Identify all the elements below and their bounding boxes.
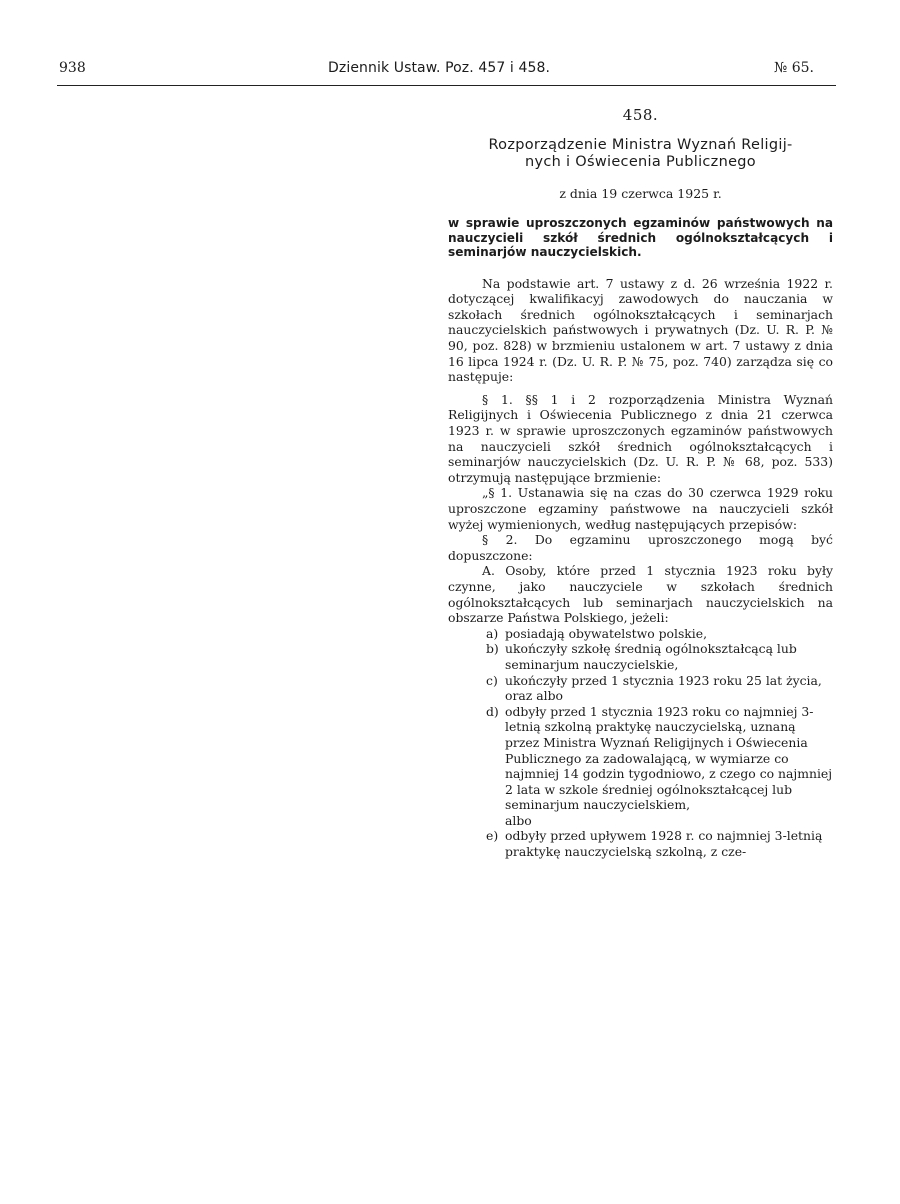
conditions-list (448, 626, 833, 860)
section-1-paragraph: § 1. §§ 1 i 2 rozporządzenia Ministra Wyznań Religijnych i Oświecenia Publicznego z dnia 21 czerwca 1923 r. w sprawie uproszczonych egzaminów państwowych na nauczycieli szkół średnich ogólnokształcących i seminarjów nauczycielskich (Dz. U. R. P. № 68, poz. 533) otrzymują następujące brzmienie: (448, 391, 833, 485)
quoted-section-1: „§ 1. Ustanawia się na czas do 30 czerwca 1929 roku uproszczone egzaminy państwowe na nauczycieli szkół wyżej wymienionych, według następujących przepisów: (448, 485, 833, 532)
list-item-text: ukończyły przed 1 stycznia 1923 roku 25 lat życia, oraz albo (505, 672, 822, 704)
act-subject: w sprawie uproszczonych egzaminów państwowych na nauczycieli szkół średnich ogólnokształcących i seminarjów nauczycielskich. (448, 216, 833, 260)
page-number: 938 (59, 60, 86, 76)
right-column (448, 100, 833, 860)
list-item-text: odbyły przed 1 stycznia 1923 roku co najmniej 3-letnią szkolną praktykę nauczycielską, uznaną przez Ministra Wyznań Religijnych i Oświecenia Publicznego za zadowalającą, w wymiarze co najmniej 14 godzin tygodniowo, z czego co najmniej 2 lata w szkole średniej ogólnokształcącej lub seminarjum nauczycielskiem, (505, 703, 833, 813)
list-item-text: odbyły przed upływem 1928 r. co najmniej 3-letnią praktykę nauczycielską szkolną, z cze- (505, 828, 823, 860)
publication-title: Dziennik Ustaw. Poz. 457 i 458. (328, 60, 551, 76)
list-item-label: a) (486, 625, 499, 641)
act-title-line-1: Rozporządzenie Ministra Wyznań Religij- (488, 136, 793, 153)
act-title-line-2: nych i Oświecenia Publicznego (525, 153, 756, 170)
list-item-text: ukończyły szkołę średnią ogólnokształcącą lub seminarjum nauczycielskie, (505, 641, 797, 672)
list-item-text: posiadają obywatelstwo polskie, (505, 625, 708, 641)
list-item (448, 828, 833, 859)
list-item-text: albo (505, 812, 532, 828)
list-item (448, 673, 833, 704)
header-rule (57, 85, 836, 86)
list-item-label: b) (486, 641, 499, 657)
act-number: 458. (622, 106, 659, 124)
preamble-paragraph: Na podstawie art. 7 ustawy z d. 26 września 1922 r. dotyczącej kwalifikacyj zawodowych do nauczania w szkołach średnich ogólnokształcących i seminarjach nauczycielskich państwowych i prywatnych (Dz. U. R. P. № 90, poz. 828) w brzmieniu ustalonem w art. 7 ustawy z dnia 16 lipca 1924 r. (Dz. U. R. P. № 75, poz. 740) zarządza się co następuje: (448, 275, 833, 385)
group-a-paragraph: A. Osoby, które przed 1 stycznia 1923 roku były czynne, jako nauczyciele w szkołach średnich ogólnokształcących lub seminarjach nauczycielskich na obszarze Państwa Polskiego, jeżeli: (448, 563, 833, 626)
list-item-label: e) (486, 828, 499, 844)
quoted-section-2: § 2. Do egzaminu uproszczonego mogą być dopuszczone: (448, 532, 833, 563)
page-header (40, 58, 830, 80)
act-date: z dnia 19 czerwca 1925 r. (559, 185, 722, 201)
list-item-label: d) (486, 703, 499, 719)
list-item (448, 641, 833, 672)
list-item-label: c) (486, 672, 498, 688)
issue-number: № 65. (774, 60, 814, 76)
list-item (448, 813, 833, 829)
act-title (448, 137, 833, 171)
list-item (448, 626, 833, 642)
list-item (448, 704, 833, 813)
